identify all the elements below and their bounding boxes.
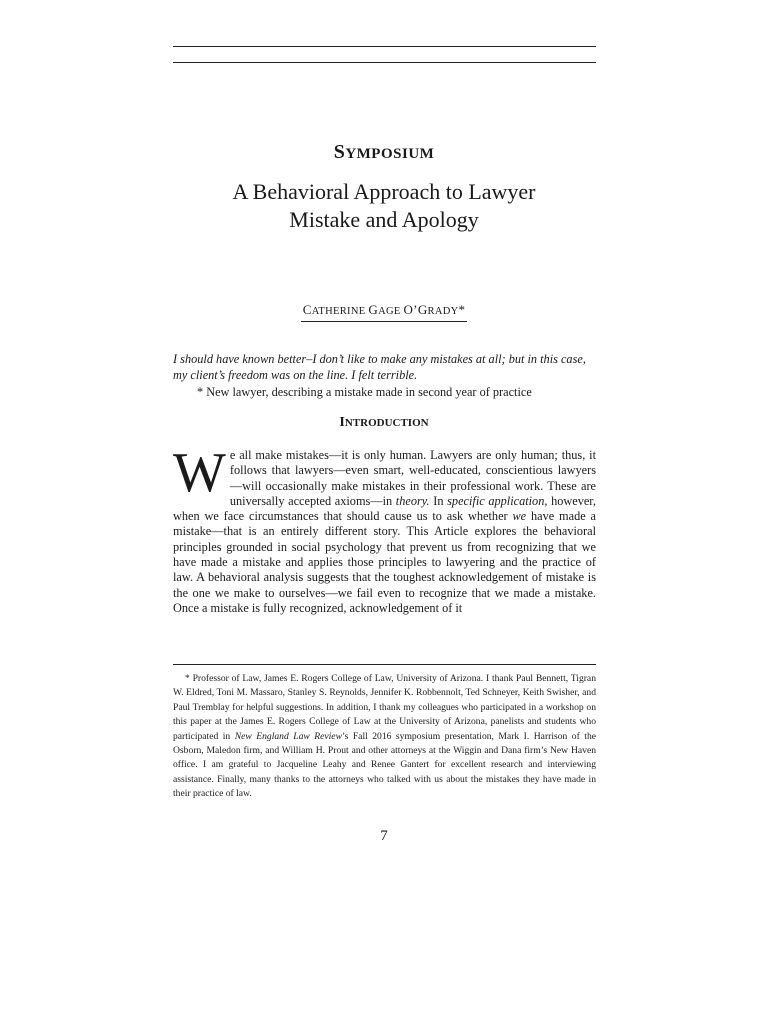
article-title-line-2: Mistake and Apology xyxy=(289,207,479,232)
body-text-3: , however, when we face circumstances that should cause us to ask whether xyxy=(173,493,596,524)
top-rule-2 xyxy=(173,62,596,63)
author-rest1: ATHERINE xyxy=(311,306,369,317)
body-paragraph xyxy=(173,442,596,616)
body-theory: theory. xyxy=(395,493,430,508)
section-title xyxy=(0,141,768,164)
footnote-rule xyxy=(173,664,596,665)
footnote-text-2: ’s Fall 2016 symposium presentation, Mark I. Harrison of the Osborn, Maledon firm, and William H. Prout and other attorneys at the Wiggin and Dana firm’s New Haven office. I am grateful to Jacqueline Leahy and Renee Gantert for excellent research and interviewing assistance. Finally, many thanks to the attorneys who talked with us about the mistakes they have made in their practice of law. xyxy=(173,730,597,800)
epigraph-quote: I should have known better–I don’t like to make any mistakes at all; but in this case, my client’s freedom was on the line. I felt terrible. xyxy=(173,352,586,382)
top-rule-1 xyxy=(173,46,596,47)
article-title xyxy=(0,178,768,234)
body-specific-application: specific application xyxy=(447,493,545,508)
author-o: O xyxy=(403,302,414,317)
section-title-cap: S xyxy=(333,141,346,163)
body-text-2: In xyxy=(429,493,448,508)
body-text-1: e all make mistakes—it is only human. Lawyers are only human; thus, it follows that lawyers—even smart, well-educated, conscientious lawyers—will occasionally make mistakes in their professional work. These are universally accepted axioms—in xyxy=(229,448,596,508)
article-title-line-1: A Behavioral Approach to Lawyer xyxy=(232,179,536,204)
epigraph-attribution: * New lawyer, describing a mistake made in second year of practice xyxy=(197,385,532,399)
author-name xyxy=(301,302,468,322)
author-g: G xyxy=(368,302,379,317)
footnote-journal: New England Law Review xyxy=(234,730,342,742)
author-apostrophe: ’ xyxy=(413,302,418,317)
body-text-4: have made a mistake—that is an entirely different story. This Article explores the behavioral principles grounded in social psychology that prevent us from recognizing that we have made a mistake and applies those principles to lawyering and the practice of law. A behavioral analysis suggests that the toughest acknowledgement of mistake is the one we make to ourselves—we fail even to recognize that we made a mistake. Once a mistake is fully recognized, acknowledgement of it xyxy=(173,509,596,615)
footnote xyxy=(173,672,596,802)
author-byline xyxy=(0,302,768,322)
drop-cap: W xyxy=(173,442,226,504)
introduction-heading xyxy=(0,415,768,431)
footnote-text-1: * Professor of Law, James E. Rogers College of Law, University of Arizona. I thank Paul Bennett, Tigran W. Eldred, Toni M. Massaro, Stanley S. Reynolds, Jennifer K. Robbennolt, Ted Schneyer, Keith Swisher, and Paul Tremblay for helpful suggestions. In addition, I thank my colleagues who participated in a workshop on this paper at the James E. Rogers College of Law at the University of Arizona, panelists and students who participated in xyxy=(173,673,596,742)
intro-heading-cap: I xyxy=(339,415,345,430)
page-number: 7 xyxy=(380,828,388,844)
author-g2: G xyxy=(417,302,428,317)
body-we: we xyxy=(512,509,527,524)
author-c: C xyxy=(302,302,312,317)
intro-heading-rest: NTRODUCTION xyxy=(344,417,429,429)
section-title-rest: YMPOSIUM xyxy=(345,146,435,162)
author-rest4: RADY xyxy=(427,306,459,317)
author-footnote-mark: * xyxy=(458,302,466,317)
author-rest2: AGE xyxy=(378,306,404,317)
